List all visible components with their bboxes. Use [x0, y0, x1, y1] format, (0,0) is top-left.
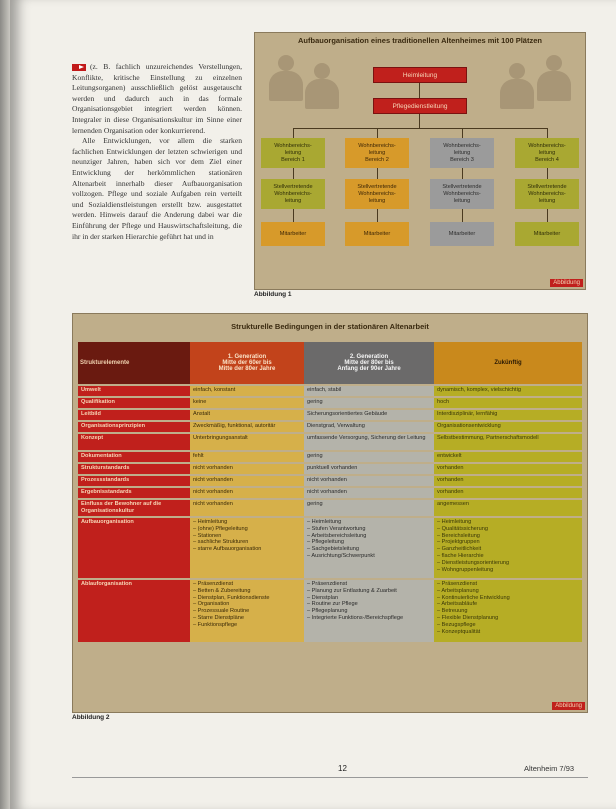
connector [419, 114, 420, 128]
cell: – Heimleitung – Stufen Verantwortung – Arbeitsbereichsleitung – Pflegeleitung – Sachgebietsleitung – Ausrichtung/Schwerpunkt [304, 518, 434, 578]
figure-2-caption: Abbildung 2 [72, 714, 110, 721]
cell: umfassende Versorgung, Sicherung der Leitung [304, 434, 434, 450]
row-label: Leitbild [78, 410, 190, 420]
box-stellvertretung-1: Stellvertretende Wohnbereichs- leitung [261, 179, 325, 209]
table-row [78, 452, 582, 462]
box-mitarbeiter-2: Mitarbeiter [345, 222, 409, 246]
footer-rule [72, 777, 588, 778]
structure-table [78, 342, 582, 642]
cell: angemessen [434, 500, 582, 516]
header-generation-1: 1. Generation Mitte der 60er bis Mitte der 80er Jahre [190, 342, 304, 384]
row-label: Prozessstandards [78, 476, 190, 486]
cell: entwickelt [434, 452, 582, 462]
person-silhouette-icon [269, 55, 303, 101]
table-row [78, 434, 582, 450]
cell: einfach, konstant [190, 386, 304, 396]
cell: vorhanden [434, 488, 582, 498]
box-pflegedienstleitung: Pflegedienstleitung [373, 98, 467, 114]
cell: Dienstgrad, Verwaltung [304, 422, 434, 432]
cell: nicht vorhanden [304, 488, 434, 498]
cell: vorhanden [434, 464, 582, 474]
figure-2-badge: Abbildung [552, 702, 585, 710]
cell: vorhanden [434, 476, 582, 486]
cell: – Heimleitung – Qualitätssicherung – Bereichsleitung – Projektgruppen – Ganzheitlichkeit – flache Hierarchie – Dienstleistungsorientierung – Wohngruppenleitung [434, 518, 582, 578]
table-row [78, 422, 582, 432]
cell: hoch [434, 398, 582, 408]
cell: – Heimleitung – (ohne) Pflegeleitung – Stationen – sachliche Strukturen – starre Aufbauorganisation [190, 518, 304, 578]
person-silhouette-icon [500, 63, 534, 109]
connector [293, 128, 547, 129]
cell: Unterbringungsanstalt [190, 434, 304, 450]
row-label: Konzept [78, 434, 190, 450]
person-silhouette-icon [305, 63, 339, 109]
table-row [78, 476, 582, 486]
cell: keine [190, 398, 304, 408]
table-row [78, 488, 582, 498]
cell: gering [304, 398, 434, 408]
cell: Sicherungsorientiertes Gebäude [304, 410, 434, 420]
cell: – Präsenzdienst – Betten & Zubereitung – Dienstplan, Funktionsdienste – Organisation – Prozessuale Routine – Starre Dienstpläne – Funktionspflege [190, 580, 304, 642]
box-wohnbereich-3: Wohnbereichs- leitung Bereich 3 [430, 138, 494, 168]
table-row [78, 386, 582, 396]
paragraph-2: Alle Entwicklungen, vor allem die starken fachlichen Entwicklungen der letzten schwierigen und neunziger Jahren, haben sich vor dem Ziel einer Entwicklung der herkömmlichen stationären Altenarbeit innerhalb dieser Aufbauorganisation vollzogen. Pflege und soziale Aufgaben rein verteilt und Sozialdienstleistungen erstellt bzw. ausgestattet werden. Hinweis darauf die Anderung dabei war die Einführung der Pflege und Hauswirtschaftsleitung, die ihr in der starken Hierarchie geführt hat und in [72, 136, 242, 241]
cell: Anstalt [190, 410, 304, 420]
header-strukturelemente: Strukturelemente [78, 342, 190, 384]
box-mitarbeiter-1: Mitarbeiter [261, 222, 325, 246]
header-zukuenftig: Zukünftig [434, 342, 582, 384]
table-row [78, 500, 582, 516]
person-silhouette-icon [537, 55, 571, 101]
magazine-issue: Altenheim 7/93 [524, 764, 575, 773]
row-label: Einfluss der Bewohner auf die Organisationskultur [78, 500, 190, 516]
cell: Interdisziplinär, lernfähig [434, 410, 582, 420]
cell: Selbstbestimmung, Partnerschaftsmodell [434, 434, 582, 450]
figure-1-org-chart [254, 32, 586, 290]
arrow-marker-icon [72, 64, 86, 71]
cell: nicht vorhanden [190, 500, 304, 516]
table-row [78, 518, 582, 578]
row-label: Strukturstandards [78, 464, 190, 474]
cell: – Präsenzdienst – Arbeitsplanung – Kontinuierliche Entwicklung – Arbeitsabläufe – Betreuung – Flexible Dienstplanung – Bezugspflege – Konzeptqualität [434, 580, 582, 642]
figure-2-table [72, 313, 588, 713]
book-spine-edge [0, 0, 10, 809]
cell: Organisationsentwicklung [434, 422, 582, 432]
cell: nicht vorhanden [190, 464, 304, 474]
body-text-column [72, 62, 242, 242]
cell: dynamisch, komplex, vielschichtig [434, 386, 582, 396]
cell: nicht vorhanden [304, 476, 434, 486]
cell: Zweckmäßig, funktional, autoritär [190, 422, 304, 432]
paragraph-1 [72, 62, 242, 136]
row-label: Ergebnisstandards [78, 488, 190, 498]
cell: nicht vorhanden [190, 476, 304, 486]
row-label: Dokumentation [78, 452, 190, 462]
page-number: 12 [338, 764, 347, 773]
box-stellvertretung-3: Stellvertretende Wohnbereichs- leitung [430, 179, 494, 209]
row-label: Ablauforganisation [78, 580, 190, 642]
box-mitarbeiter-3: Mitarbeiter [430, 222, 494, 246]
paragraph-1-text: (z. B. fachlich unzureichendes Verstellungen, Konflikte, kritische Einstellung zu einzelnen Leitungsorganen) ausschließlich gelöst ausgetauscht werden und dadurch auch in das formale Organisationsgebiet integriert werden können. Integraler in diese Organisationskultur im Sinne einer lernenden Organisation oder konkurrierend. [72, 62, 242, 135]
cell: gering [304, 452, 434, 462]
box-stellvertretung-2: Stellvertretende Wohnbereichs- leitung [345, 179, 409, 209]
table-row [78, 398, 582, 408]
box-wohnbereich-4: Wohnbereichs- leitung Bereich 4 [515, 138, 579, 168]
figure-1-title: Aufbauorganisation eines traditionellen Altenheimes mit 100 Plätzen [298, 36, 542, 45]
cell: gering [304, 500, 434, 516]
figure-1-badge: Abbildung [550, 279, 583, 287]
box-wohnbereich-2: Wohnbereichs- leitung Bereich 2 [345, 138, 409, 168]
cell: – Präsenzdienst – Planung zur Entlastung & Zuarbeit – Dienstplan – Routine zur Pflege – Pflegeplanung – Integrierte Funktions-/Bereichspflege [304, 580, 434, 642]
row-label: Qualifikation [78, 398, 190, 408]
cell: fehlt [190, 452, 304, 462]
row-label: Umwelt [78, 386, 190, 396]
figure-1-caption: Abbildung 1 [254, 291, 292, 298]
row-label: Organisationsprinzipien [78, 422, 190, 432]
box-heimleitung: Heimleitung [373, 67, 467, 83]
connector [419, 83, 420, 98]
box-mitarbeiter-4: Mitarbeiter [515, 222, 579, 246]
header-generation-2: 2. Generation Mitte der 80er bis Anfang der 90er Jahre [304, 342, 434, 384]
figure-2-title: Strukturelle Bedingungen in der stationären Altenarbeit [231, 322, 429, 331]
table-header [78, 342, 582, 384]
cell: punktuell vorhanden [304, 464, 434, 474]
box-stellvertretung-4: Stellvertretende Wohnbereichs- leitung [515, 179, 579, 209]
table-row [78, 464, 582, 474]
cell: nicht vorhanden [190, 488, 304, 498]
table-row [78, 580, 582, 642]
table-row [78, 410, 582, 420]
cell: einfach, stabil [304, 386, 434, 396]
box-wohnbereich-1: Wohnbereichs- leitung Bereich 1 [261, 138, 325, 168]
row-label: Aufbauorganisation [78, 518, 190, 578]
